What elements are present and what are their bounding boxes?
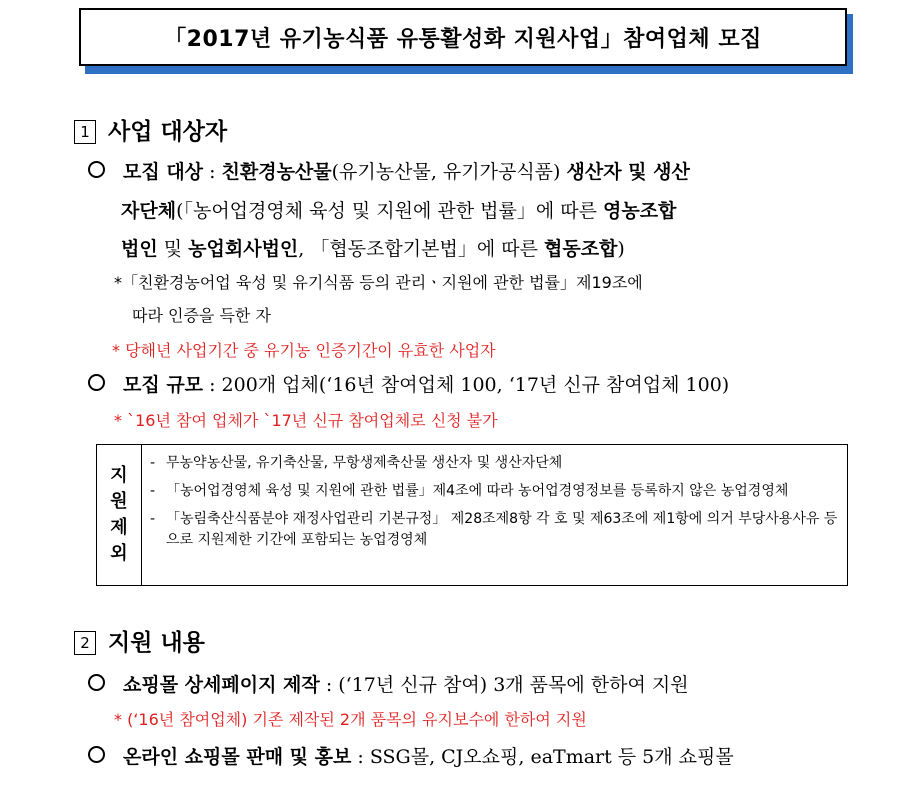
recruit-scale-line <box>88 370 729 397</box>
exclusion-table <box>96 444 848 586</box>
circle-bullet-icon <box>88 161 105 178</box>
text: , 「협동조합기본법」에 따른 <box>298 238 544 260</box>
separator: : <box>203 161 222 183</box>
support-item-online-mall <box>88 742 734 769</box>
section1-title: 사업 대상자 <box>108 119 228 145</box>
circle-bullet-icon <box>88 674 105 691</box>
dash-bullet: - <box>150 455 156 471</box>
note-valid-period: * 당해년 사업기간 중 유기농 인증기간이 유효한 사업자 <box>112 341 496 360</box>
recruit-target-line2 <box>121 196 676 223</box>
text-bold: 생산자 및 생산 <box>566 161 690 183</box>
exclusion-label-char: 원 <box>110 491 128 512</box>
page-title: 「2017년 유기농식품 유통활성화 지원사업」참여업체 모집 <box>79 8 847 66</box>
exclusion-label <box>97 445 142 585</box>
support-item-detail-page <box>88 670 689 697</box>
section1-number: 1 <box>74 120 96 144</box>
recruit-target-label: 모집 대상 <box>123 161 204 183</box>
text-bold: 친환경농산물 <box>221 161 332 183</box>
note-no-reapply: * `16년 참여 업체가 `17년 신규 참여업체로 신청 불가 <box>114 411 498 430</box>
note-certification-cont: 따라 인증을 득한 자 <box>132 306 271 325</box>
exclusion-items <box>142 445 847 585</box>
text: 및 <box>157 238 189 260</box>
support-item-label: 쇼핑몰 상세페이지 제작 <box>123 674 320 696</box>
recruit-scale-label: 모집 규모 <box>123 374 204 396</box>
text: ) <box>617 238 625 260</box>
exclusion-label-char: 제 <box>110 517 128 538</box>
circle-bullet-icon <box>88 374 105 391</box>
title-banner <box>79 8 851 74</box>
section1-heading <box>74 113 227 146</box>
dash-bullet: - <box>150 483 156 499</box>
exclusion-item-text: 「농림축산식품분야 재정사업관리 기본규정」 제28조제8항 각 호 및 제63조에 제1항에 의거 부당사용사유 등으로 지원제한 기간에 포함되는 농업경영체 <box>166 511 838 548</box>
text-bold: 자단체 <box>121 200 177 222</box>
section2-title: 지원 내용 <box>108 630 205 656</box>
exclusion-item <box>150 481 841 502</box>
exclusion-item-text: 무농약농산물, 유기축산물, 무항생제축산물 생산자 및 생산자단체 <box>166 455 563 471</box>
text-bold: 법인 <box>121 238 158 260</box>
support-item-value: : (‘17년 신규 참여) 3개 품목에 한하여 지원 <box>319 674 689 696</box>
text-bold: 협동조합 <box>543 238 618 260</box>
support-item-value: : SSG몰, CJ오쇼핑, eaTmart 등 5개 쇼핑몰 <box>351 746 734 768</box>
text: (「농어업경영체 육성 및 지원에 관한 법률」에 따른 <box>176 200 603 222</box>
exclusion-label-char: 외 <box>110 543 128 564</box>
note-certification: *「친환경농어업 육성 및 유기식품 등의 관리ㆍ지원에 관한 법률」제19조에 <box>114 273 643 292</box>
support-item-label: 온라인 쇼핑몰 판매 및 홍보 <box>123 746 352 768</box>
text-bold: 영농조합 <box>602 200 677 222</box>
text: (유기농산물, 유기가공식품) <box>331 161 567 183</box>
recruit-target-line1 <box>88 157 690 184</box>
section2-number: 2 <box>74 631 96 655</box>
exclusion-item <box>150 509 841 551</box>
circle-bullet-icon <box>88 746 105 763</box>
dash-bullet: - <box>150 511 156 527</box>
exclusion-item-text: 「농어업경영체 육성 및 지원에 관한 법률」제4조에 따라 농어업경영정보를 등록하지 않은 농업경영체 <box>166 483 789 499</box>
section2-heading <box>74 624 205 657</box>
recruit-scale-value: : 200개 업체(‘16년 참여업체 100, ‘17년 신규 참여업체 100) <box>203 374 730 396</box>
note-maintenance: * (‘16년 참여업체) 기존 제작된 2개 품목의 유지보수에 한하여 지원 <box>114 710 587 729</box>
exclusion-item <box>150 453 841 474</box>
exclusion-label-char: 지 <box>110 465 128 486</box>
text-bold: 농업회사법인 <box>188 238 299 260</box>
recruit-target-line3 <box>121 234 625 261</box>
